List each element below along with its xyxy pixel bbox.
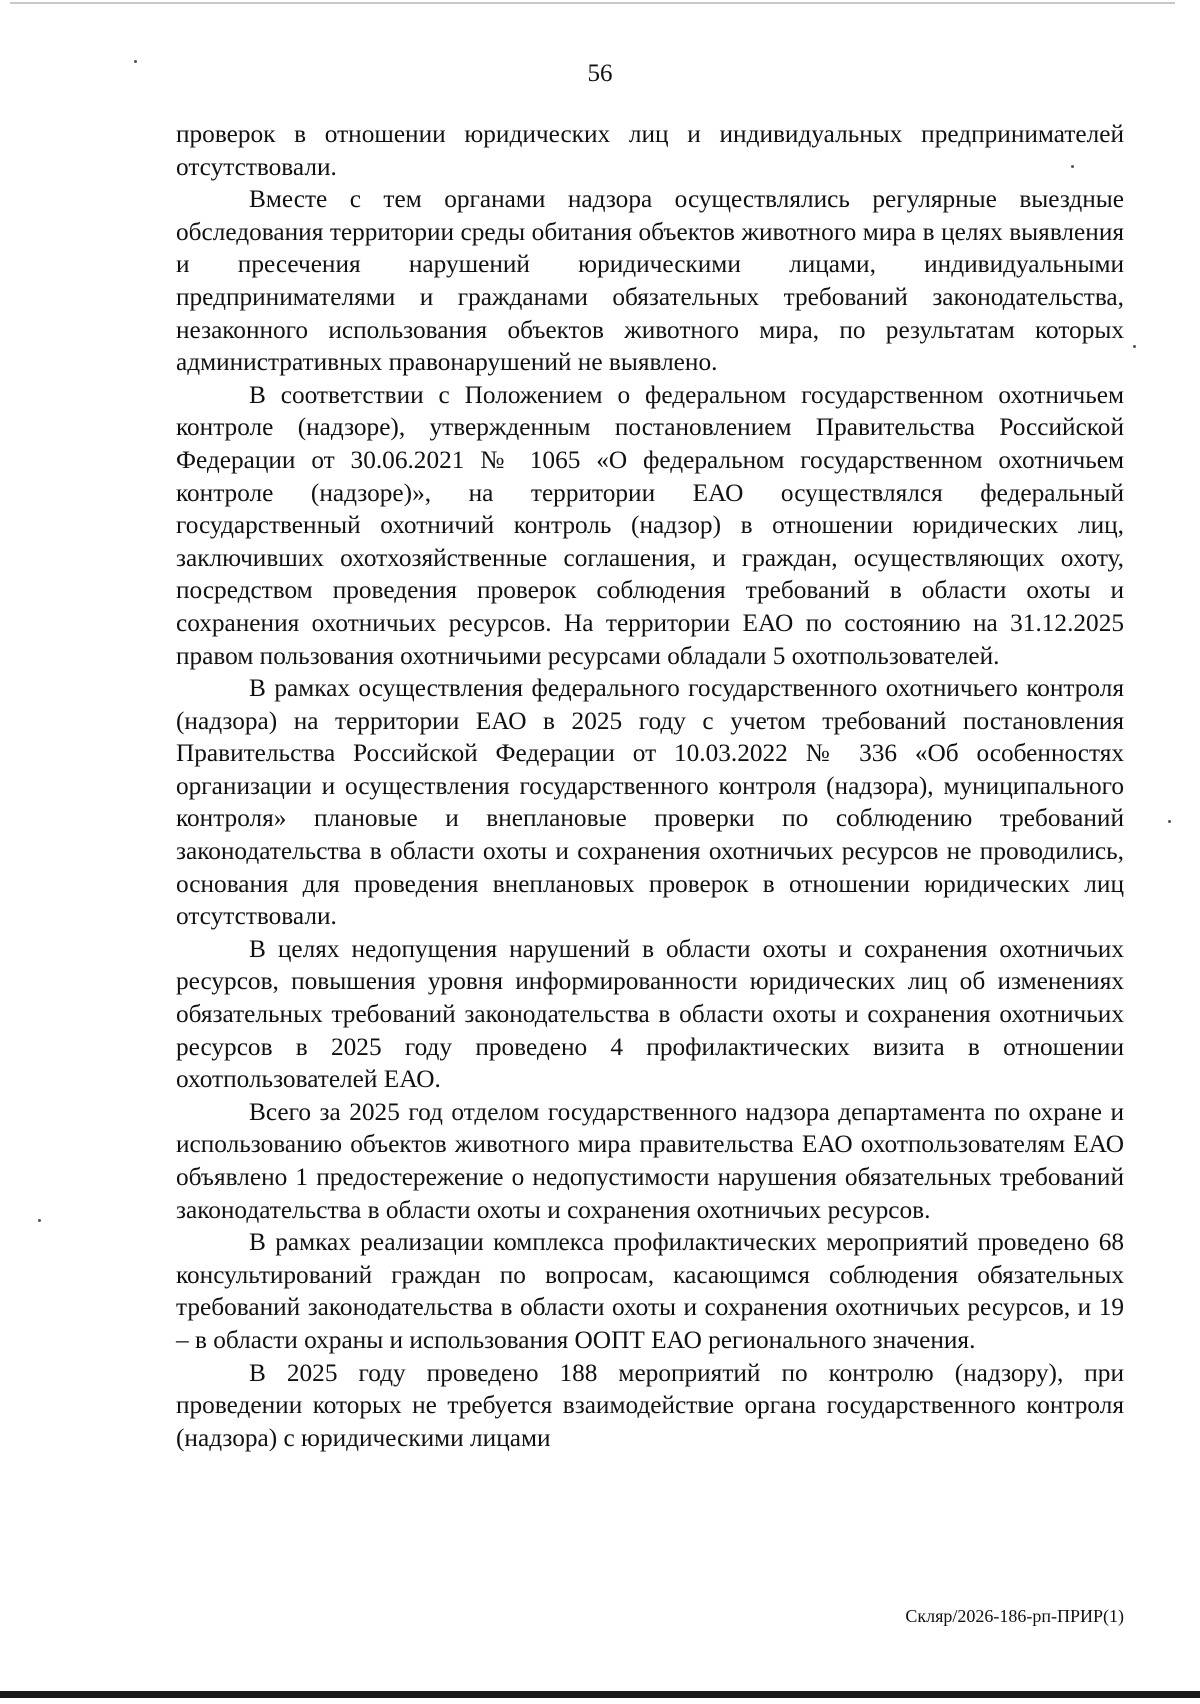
paragraph: В рамках реализации комплекса профилактических мероприятий проведено 68 консультирований граждан по вопросам, касающимся соблюдения обязательных требований законодательства в области охоты и сохранения охотничьих ресурсов, и 19 – в области охраны и использования ООПТ ЕАО регионального значения. [176,1228,1124,1354]
document-body [176,118,1124,1454]
paragraph: Всего за 2025 год отделом государственного надзора департамента по охране и использованию объектов животного мира правительства ЕАО охотпользователям ЕАО объявлено 1 предостережение о недопустимости нарушения обязательных требований законодательства в области охоты и сохранения охотничьих ресурсов. [176,1097,1124,1224]
scan-speck [38,1219,41,1222]
scan-speck [1133,345,1136,348]
paragraph: проверок в отношении юридических лиц и индивидуальных предпринимателей отсутствовали. [176,120,1124,181]
paragraph: В рамках осуществления федерального государственного охотничьего контроля (надзора) на территории ЕАО в 2025 году с учетом требований постановления Правительства Российской Федерации от 10.03.2022 № 336 «Об особенностях организации и осуществления государственного контроля (надзора), муниципального контроля» плановые и внеплановые проверки по соблюдению требований законодательства в области охоты и сохранения охотничьих ресурсов не проводились, основания для проведения внеплановых проверок в отношении юридических лиц отсутствовали. [176,674,1124,931]
scan-edge-top [10,2,1175,4]
paragraph: В соответствии с Положением о федеральном государственном охотничьем контроле (надзоре), утвержденным постановлением Правительства Российской Федерации от 30.06.2021 № 1065 «О федеральном государственном охотничьем контроле (надзоре)», на территории ЕАО осуществлялся федеральный государственный охотничий контроль (надзор) в отношении юридических лиц, заключивших охотхозяйственные соглашения, и граждан, осуществляющих охоту, посредством проведения проверок соблюдения требований в области охоты и сохранения охотничьих ресурсов. На территории ЕАО по состоянию на 31.12.2025 правом пользования охотничьими ресурсами обладали 5 охотпользователей. [176,380,1124,670]
scan-speck [1168,820,1171,823]
scan-speck [134,60,137,63]
paragraph: В 2025 году проведено 188 мероприятий по контролю (надзору), при проведении которых не требуется взаимодействие органа государственного контроля (надзора) с юридическими лицами [176,1358,1124,1452]
page-number: 56 [587,60,613,87]
paragraph: Вместе с тем органами надзора осуществлялись регулярные выездные обследования территории среды обитания объектов животного мира в целях выявления и пресечения нарушений юридическими лицами, индивидуальными предпринимателями и гражданами обязательных требований законодательства, незаконного использования объектов животного мира, по результатам которых административных правонарушений не выявлено. [176,185,1124,377]
scan-edge-bottom [0,1691,1200,1698]
document-registration-code: Скляр/2026-186-рп-ПРИР(1) [905,1606,1124,1626]
paragraph: В целях недопущения нарушений в области охоты и сохранения охотничьих ресурсов, повышения уровня информированности юридических лиц об изменениях обязательных требований законодательства в области охоты и сохранения охотничьих ресурсов в 2025 году проведено 4 профилактических визита в отношении охотпользователей ЕАО. [176,934,1124,1094]
scan-speck [1071,165,1074,168]
